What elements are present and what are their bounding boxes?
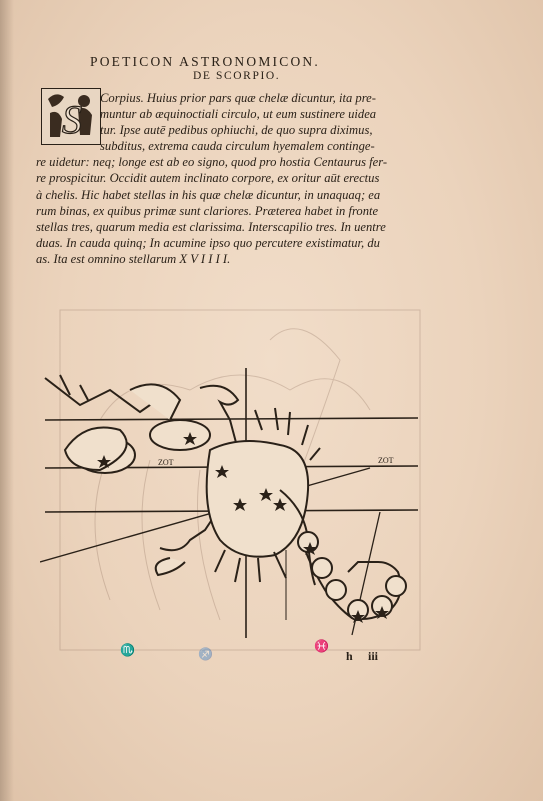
scorpio-constellation-woodcut — [40, 300, 440, 680]
text-line: stellas tres, quarum media est clarissima. Interscapilio tres. In uentre — [36, 219, 386, 234]
zot-label: ZOT — [158, 458, 174, 467]
body-text — [36, 90, 416, 267]
page-gutter-shadow — [0, 0, 14, 801]
footer-mark: h — [346, 649, 353, 663]
text-line: muntur ab æquinoctiali circulo, ut eum sustinere uidea — [100, 107, 377, 122]
text-line: à chelis. Hic habet stellas in his quæ chelæ dicuntur, in unaquaq; ea — [36, 187, 381, 202]
text-line: rum binas, ex quibus primæ sunt clariores. Præterea habet in fronte — [36, 203, 379, 218]
text-line: Corpius. Huius prior pars quæ chelæ dicuntur, ita pre- — [100, 91, 376, 105]
text-line: as. Ita est omnino stellarum X V I I I I. — [36, 251, 231, 266]
text-line: subditus, extrema cauda circulum hyemalem continge- — [100, 139, 375, 154]
chapter-title: DE SCORPIO. — [193, 70, 281, 82]
text-line: tur. Ipse autē pedibus ophiuchi, de quo supra diximus, — [100, 123, 373, 138]
footer-signature-marks — [0, 639, 543, 663]
text-line: re uidetur: neq; longe est ab eo signo, quod pro hostia Centaurus fer- — [36, 155, 388, 170]
footer-mark: ♏ — [120, 643, 135, 657]
footer-mark: ♐ — [198, 647, 213, 661]
ecliptic-line — [40, 468, 370, 562]
text-line: duas. In cauda quinq; In acumine ipso quo percutere existimatur, du — [36, 235, 380, 250]
zot-label: ZOT — [378, 456, 394, 465]
footer-mark: iii — [368, 649, 379, 663]
text-line: re prospicitur. Occidit autem inclinato corpore, ex oritur aūt erectus — [36, 171, 380, 186]
running-title: POETICON ASTRONOMICON. — [90, 54, 320, 69]
footer-mark: ♓ — [314, 639, 329, 653]
chelae-scales — [45, 375, 210, 473]
initial-letter: S — [62, 97, 82, 142]
